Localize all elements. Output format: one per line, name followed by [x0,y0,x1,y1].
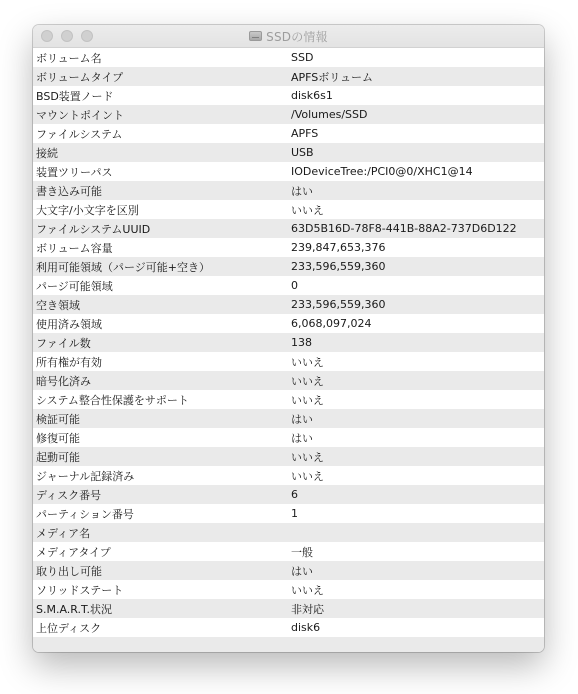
window-title-group [33,25,544,47]
table-row[interactable] [33,542,544,561]
row-key: 取り出し可能 [36,564,102,578]
table-row[interactable] [33,618,544,637]
row-value: はい [291,184,313,198]
row-key: 所有権が有効 [36,355,102,369]
row-key: ボリューム名 [36,51,102,65]
row-value: USB [291,146,314,159]
table-row[interactable] [33,143,544,162]
row-value: 非対応 [291,602,324,616]
row-key: パージ可能領域 [36,279,113,293]
table-row[interactable] [33,67,544,86]
table-row[interactable] [33,295,544,314]
row-value: APFSボリューム [291,70,373,84]
table-row[interactable] [33,599,544,618]
table-row[interactable] [33,105,544,124]
row-value: 63D5B16D-78F8-441B-88A2-737D6D122 [291,222,517,235]
row-value: 0 [291,279,298,292]
empty-row [33,637,544,652]
table-row[interactable] [33,162,544,181]
row-key: 暗号化済み [36,374,91,388]
row-key: メディアタイプ [36,545,111,559]
table-row[interactable] [33,390,544,409]
row-key: ソリッドステート [36,583,124,597]
window-title: SSDの情報 [266,29,328,44]
row-value: APFS [291,127,319,140]
row-key: 大文字/小文字を区別 [36,203,139,217]
row-key: ボリューム容量 [36,241,113,255]
row-value: 6,068,097,024 [291,317,372,330]
row-value: いいえ [291,374,324,388]
info-table [33,48,544,652]
row-value: はい [291,431,313,445]
row-key: S.M.A.R.T.状況 [36,602,112,616]
row-value: はい [291,412,313,426]
table-row[interactable] [33,352,544,371]
row-value: disk6 [291,621,321,634]
row-value: いいえ [291,393,324,407]
row-key: 検証可能 [36,412,80,426]
row-key: ファイル数 [36,336,91,350]
table-row[interactable] [33,86,544,105]
table-row[interactable] [33,447,544,466]
row-value: いいえ [291,469,324,483]
row-key: ファイルシステム [36,127,123,141]
row-key: ジャーナル記録済み [36,469,135,483]
row-value: 一般 [291,545,313,559]
row-key: BSD装置ノード [36,89,114,103]
row-key: システム整合性保護をサポート [36,393,189,407]
table-row[interactable] [33,333,544,352]
table-row[interactable] [33,181,544,200]
table-row[interactable] [33,409,544,428]
row-value: 138 [291,336,312,349]
table-row[interactable] [33,428,544,447]
row-key: ボリュームタイプ [36,70,124,84]
table-row[interactable] [33,523,544,542]
table-row[interactable] [33,219,544,238]
table-row[interactable] [33,124,544,143]
row-value: 233,596,559,360 [291,298,386,311]
title-bar[interactable] [33,25,544,48]
table-row[interactable] [33,257,544,276]
row-value: /Volumes/SSD [291,108,368,121]
row-value: いいえ [291,450,324,464]
row-key: ファイルシステムUUID [36,222,151,236]
row-key: メディア名 [36,526,91,540]
table-row[interactable] [33,314,544,333]
row-key: 使用済み領域 [36,317,102,331]
row-value: 239,847,653,376 [291,241,386,254]
table-row[interactable] [33,238,544,257]
table-row[interactable] [33,485,544,504]
row-key: 空き領域 [36,298,80,312]
table-row[interactable] [33,371,544,390]
row-value: 1 [291,507,298,520]
row-value: いいえ [291,583,324,597]
table-row[interactable] [33,561,544,580]
row-key: 書き込み可能 [36,184,102,198]
disk-icon [249,31,262,41]
info-window [33,25,544,652]
table-row[interactable] [33,276,544,295]
table-row[interactable] [33,504,544,523]
table-row[interactable] [33,48,544,67]
row-key: 利用可能領域（パージ可能+空き） [36,260,210,274]
row-key: 上位ディスク [36,621,102,635]
table-row[interactable] [33,466,544,485]
row-key: 接続 [36,146,58,160]
row-value: SSD [291,51,314,64]
row-key: パーティション番号 [36,507,134,521]
row-value: いいえ [291,355,324,369]
row-value: はい [291,564,313,578]
row-value: いいえ [291,203,324,217]
row-key: 起動可能 [36,450,80,464]
row-key: マウントポイント [36,108,124,122]
row-key: ディスク番号 [36,488,102,502]
row-value: IODeviceTree:/PCI0@0/XHC1@14 [291,165,473,178]
row-value: 233,596,559,360 [291,260,386,273]
table-row[interactable] [33,580,544,599]
table-row[interactable] [33,200,544,219]
row-key: 修復可能 [36,431,80,445]
row-value: 6 [291,488,298,501]
row-key: 装置ツリーパス [36,165,113,179]
row-value: disk6s1 [291,89,333,102]
